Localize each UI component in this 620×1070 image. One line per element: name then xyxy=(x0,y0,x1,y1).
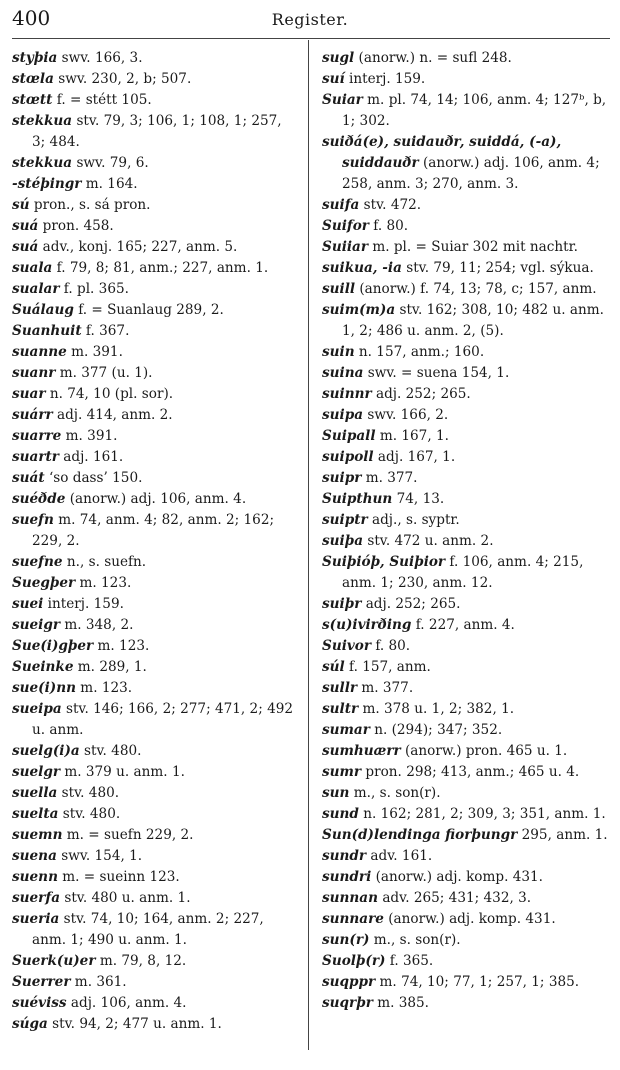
entry-references: swv. 166, 3. xyxy=(57,50,143,66)
index-entry xyxy=(322,825,612,846)
entry-references: adv. 265; 431; 432, 3. xyxy=(378,890,532,906)
entry-headword: suanne xyxy=(12,344,67,360)
entry-references: n. 157, anm.; 160. xyxy=(354,344,485,360)
entry-references: m. pl. 74, 14; 106, anm. 4; 127ᵇ, b, 1; 302. xyxy=(342,92,607,129)
entry-references: (anorw.) adj. 106, anm. 4. xyxy=(65,491,247,507)
entry-references: f. pl. 365. xyxy=(59,281,129,297)
index-entry xyxy=(322,804,612,825)
entry-headword: suerfa xyxy=(12,890,61,906)
running-title: Register. xyxy=(271,10,349,29)
entry-headword: Suálaug xyxy=(12,302,74,318)
entry-references: m. 79, 8, 12. xyxy=(95,953,187,969)
index-entry xyxy=(12,678,298,699)
entry-headword: stekkua xyxy=(12,113,73,129)
index-entry xyxy=(322,510,612,531)
entry-headword: suiþr xyxy=(322,596,362,612)
entry-headword: sundr xyxy=(322,848,367,864)
index-entry xyxy=(12,363,298,384)
entry-headword: suí xyxy=(322,71,345,87)
entry-headword: Suiþióþ, Suiþior xyxy=(322,554,446,570)
index-entry xyxy=(12,447,298,468)
entry-headword: suikua, -ia xyxy=(322,260,402,276)
index-entry xyxy=(322,678,612,699)
entry-headword: sue(i)nn xyxy=(12,680,76,696)
entry-headword: suéviss xyxy=(12,995,67,1011)
entry-headword: Suerrer xyxy=(12,974,71,990)
entry-headword: s(u)ivirðing xyxy=(322,617,412,633)
entry-references: adj. 161. xyxy=(58,449,124,465)
entry-references: stv. 480 u. anm. 1. xyxy=(60,890,191,906)
entry-headword: stœla xyxy=(12,71,54,87)
index-entry xyxy=(12,636,298,657)
entry-headword: suena xyxy=(12,848,57,864)
entry-headword: Suifor xyxy=(322,218,369,234)
index-entry xyxy=(322,657,612,678)
entry-headword: suala xyxy=(12,260,53,276)
entry-references: m. pl. = Suiar 302 mit nachtr. xyxy=(368,239,578,255)
index-entry xyxy=(12,258,298,279)
index-entry xyxy=(322,615,612,636)
entry-headword: suar xyxy=(12,386,46,402)
entry-references: adv., konj. 165; 227, anm. 5. xyxy=(38,239,238,255)
index-entry xyxy=(12,195,298,216)
index-entry xyxy=(12,594,298,615)
index-entry xyxy=(12,216,298,237)
entry-headword: suiþa xyxy=(322,533,364,549)
entry-headword: suei xyxy=(12,596,44,612)
entry-references: f. 80. xyxy=(371,638,411,654)
entry-references: m. 74, 10; 77, 1; 257, 1; 385. xyxy=(375,974,580,990)
entry-headword: suá xyxy=(12,218,39,234)
entry-headword: suefn xyxy=(12,512,54,528)
index-entry xyxy=(12,300,298,321)
entry-references: stv. 162; 308, 10; 482 u. anm. 1, 2; 486 u. anm. 2, (5). xyxy=(342,302,604,339)
entry-references: stv. 480. xyxy=(57,785,120,801)
entry-references: stv. 74, 10; 164, anm. 2; 227, anm. 1; 490 u. anm. 1. xyxy=(32,911,264,948)
entry-headword: suanr xyxy=(12,365,56,381)
index-entry xyxy=(12,993,298,1014)
page-header xyxy=(0,0,620,40)
entry-headword: suipoll xyxy=(322,449,374,465)
index-entry xyxy=(12,1014,298,1035)
entry-references: m. 379 u. anm. 1. xyxy=(60,764,185,780)
entry-headword: sumar xyxy=(322,722,370,738)
index-entry xyxy=(12,573,298,594)
entry-headword: Suerk(u)er xyxy=(12,953,96,969)
index-entry xyxy=(322,300,612,342)
entry-headword: sugl xyxy=(322,50,355,66)
index-entry xyxy=(12,321,298,342)
entry-headword: suemn xyxy=(12,827,63,843)
index-entry xyxy=(322,888,612,909)
entry-references: stv. 79, 3; 106, 1; 108, 1; 257, 3; 484. xyxy=(32,113,282,150)
entry-references: stv. 480. xyxy=(79,743,142,759)
entry-headword: sun(r) xyxy=(322,932,370,948)
entry-headword: sundri xyxy=(322,869,372,885)
index-entry xyxy=(12,405,298,426)
entry-headword: suipr xyxy=(322,470,362,486)
entry-references: (anorw.) n. = sufl 248. xyxy=(354,50,512,66)
entry-references: stv. 480. xyxy=(58,806,121,822)
entry-headword: suill xyxy=(322,281,356,297)
entry-references: m. 167, 1. xyxy=(375,428,449,444)
entry-references: m. 123. xyxy=(75,680,133,696)
entry-headword: sú xyxy=(12,197,30,213)
index-entry xyxy=(12,825,298,846)
entry-references: m. 377. xyxy=(361,470,418,486)
entry-headword: suát xyxy=(12,470,45,486)
entry-headword: suenn xyxy=(12,869,58,885)
entry-references: f. 79, 8; 81, anm.; 227, anm. 1. xyxy=(52,260,269,276)
entry-references: adj., s. syptr. xyxy=(367,512,460,528)
index-entry xyxy=(12,909,298,951)
entry-references: n. (294); 347; 352. xyxy=(369,722,503,738)
index-entry xyxy=(322,909,612,930)
index-entry xyxy=(322,195,612,216)
entry-references: m. 348, 2. xyxy=(60,617,134,633)
right-column xyxy=(322,48,612,1014)
index-entry xyxy=(12,153,298,174)
index-entry xyxy=(322,930,612,951)
entry-headword: Suipall xyxy=(322,428,376,444)
entry-references: m. 378 u. 1, 2; 382, 1. xyxy=(358,701,515,717)
entry-references: n., s. suefn. xyxy=(62,554,147,570)
index-entry xyxy=(322,258,612,279)
index-entry xyxy=(322,741,612,762)
entry-references: m. 74, anm. 4; 82, anm. 2; 162; 229, 2. xyxy=(32,512,275,549)
entry-references: pron. 458. xyxy=(38,218,114,234)
index-entry xyxy=(322,405,612,426)
entry-references: interj. 159. xyxy=(43,596,124,612)
entry-headword: sunnare xyxy=(322,911,384,927)
entry-references: pron. 298; 413, anm.; 465 u. 4. xyxy=(361,764,580,780)
entry-headword: suqrþr xyxy=(322,995,373,1011)
index-entry xyxy=(322,279,612,300)
entry-references: m. 391. xyxy=(61,428,118,444)
entry-references: adj. 252; 265. xyxy=(361,596,461,612)
entry-headword: suina xyxy=(322,365,364,381)
index-entry xyxy=(322,489,612,510)
index-entry xyxy=(322,867,612,888)
index-entry xyxy=(322,783,612,804)
entry-references: swv. 79, 6. xyxy=(72,155,149,171)
index-entry xyxy=(12,69,298,90)
index-entry xyxy=(322,552,612,594)
index-entry xyxy=(12,342,298,363)
entry-headword: sualar xyxy=(12,281,60,297)
index-entry xyxy=(322,846,612,867)
entry-references: pron., s. sá pron. xyxy=(29,197,151,213)
entry-headword: sumr xyxy=(322,764,362,780)
index-entry xyxy=(12,846,298,867)
entry-headword: Suipthun xyxy=(322,491,393,507)
entry-headword: suipa xyxy=(322,407,364,423)
index-entry xyxy=(12,972,298,993)
entry-references: f. 157, anm. xyxy=(344,659,431,675)
index-entry xyxy=(322,384,612,405)
index-entry xyxy=(12,951,298,972)
entry-references: (anorw.) adj. komp. 431. xyxy=(383,911,556,927)
index-entry xyxy=(12,657,298,678)
entry-references: f. 80. xyxy=(368,218,409,234)
index-entry xyxy=(12,237,298,258)
index-entry xyxy=(12,510,298,552)
entry-references: interj. 159. xyxy=(344,71,426,87)
index-entry xyxy=(322,48,612,69)
entry-references: f. 367. xyxy=(81,323,130,339)
entry-headword: suarre xyxy=(12,428,62,444)
index-entry xyxy=(322,699,612,720)
entry-headword: suéðde xyxy=(12,491,66,507)
entry-references: m. 123. xyxy=(93,638,150,654)
entry-references: swv. 154, 1. xyxy=(56,848,143,864)
index-entry xyxy=(12,489,298,510)
entry-references: m. 377 (u. 1). xyxy=(55,365,153,381)
entry-headword: Suolþ(r) xyxy=(322,953,386,969)
left-column xyxy=(12,48,298,1035)
index-entry xyxy=(12,867,298,888)
entry-references: m. 361. xyxy=(70,974,127,990)
entry-headword: suiðá(e), suidauðr, suiddá, (-a), suiddauðr xyxy=(322,134,562,171)
entry-references: 295, anm. 1. xyxy=(517,827,608,843)
entry-headword: stekkua xyxy=(12,155,73,171)
entry-references: stv. 146; 166, 2; 277; 471, 2; 492 u. anm. xyxy=(32,701,294,738)
entry-headword: Suiiar xyxy=(322,239,368,255)
entry-references: ‘so dass’ 150. xyxy=(44,470,143,486)
entry-references: stv. 94, 2; 477 u. anm. 1. xyxy=(47,1016,222,1032)
index-entry xyxy=(322,426,612,447)
entry-references: adj. 252; 265. xyxy=(371,386,471,402)
entry-references: adj. 106, anm. 4. xyxy=(66,995,187,1011)
entry-references: swv. 230, 2, b; 507. xyxy=(53,71,192,87)
entry-references: swv. = suena 154, 1. xyxy=(363,365,510,381)
entry-references: adj. 167, 1. xyxy=(373,449,456,465)
index-entry xyxy=(12,468,298,489)
entry-references: f. 365. xyxy=(385,953,434,969)
entry-headword: sultr xyxy=(322,701,359,717)
index-entry xyxy=(322,720,612,741)
entry-references: f. 227, anm. 4. xyxy=(411,617,515,633)
entry-headword: suelgr xyxy=(12,764,61,780)
index-entry xyxy=(322,993,612,1014)
index-entry xyxy=(322,363,612,384)
column-divider xyxy=(308,40,309,1050)
index-entry xyxy=(12,888,298,909)
entry-headword: Suegþer xyxy=(12,575,76,591)
index-entry xyxy=(322,216,612,237)
entry-headword: súl xyxy=(322,659,345,675)
index-entry xyxy=(12,783,298,804)
index-entry xyxy=(322,447,612,468)
entry-headword: suella xyxy=(12,785,58,801)
entry-headword: suelg(i)a xyxy=(12,743,80,759)
entry-headword: suartr xyxy=(12,449,59,465)
entry-references: f. = Suanlaug 289, 2. xyxy=(73,302,224,318)
entry-headword: sund xyxy=(322,806,359,822)
entry-references: (anorw.) adj. komp. 431. xyxy=(371,869,543,885)
entry-headword: stœtt xyxy=(12,92,53,108)
entry-headword: suim(m)a xyxy=(322,302,396,318)
header-rule xyxy=(12,38,610,39)
index-entry xyxy=(322,951,612,972)
entry-headword: suiptr xyxy=(322,512,368,528)
index-entry xyxy=(322,132,612,195)
index-entry xyxy=(12,741,298,762)
entry-headword: Suivor xyxy=(322,638,371,654)
index-entry xyxy=(322,90,612,132)
entry-headword: -stéþingr xyxy=(12,176,82,192)
entry-headword: Suanhuit xyxy=(12,323,82,339)
page-number: 400 xyxy=(12,6,51,30)
entry-references: adv. 161. xyxy=(366,848,433,864)
entry-headword: súga xyxy=(12,1016,48,1032)
index-entry xyxy=(322,972,612,993)
entry-references: stv. 472. xyxy=(359,197,422,213)
entry-references: stv. 79, 11; 254; vgl. sýkua. xyxy=(401,260,594,276)
entry-headword: suqppr xyxy=(322,974,376,990)
entry-references: m. 123. xyxy=(75,575,132,591)
entry-references: (anorw.) adj. 106, anm. 4; 258, anm. 3; 270, anm. 3. xyxy=(342,155,600,192)
index-entry xyxy=(12,699,298,741)
entry-references: m. 164. xyxy=(81,176,138,192)
index-entry xyxy=(12,426,298,447)
entry-references: m. 391. xyxy=(66,344,123,360)
entry-references: (anorw.) pron. 465 u. 1. xyxy=(400,743,568,759)
index-entry xyxy=(12,279,298,300)
index-entry xyxy=(322,762,612,783)
entry-headword: sullr xyxy=(322,680,358,696)
entry-headword: Sun(d)lendinga fiorþungr xyxy=(322,827,518,843)
index-entry xyxy=(322,636,612,657)
entry-headword: sumhuærr xyxy=(322,743,401,759)
entry-headword: sunnan xyxy=(322,890,378,906)
index-entry xyxy=(12,762,298,783)
entry-references: m., s. son(r). xyxy=(369,932,461,948)
index-entry xyxy=(12,48,298,69)
index-entry xyxy=(12,384,298,405)
entry-headword: sueigr xyxy=(12,617,61,633)
entry-references: m. 385. xyxy=(372,995,429,1011)
entry-references: stv. 472 u. anm. 2. xyxy=(363,533,494,549)
entry-references: m. = sueinn 123. xyxy=(57,869,180,885)
entry-headword: suá xyxy=(12,239,39,255)
index-entry xyxy=(322,594,612,615)
entry-references: swv. 166, 2. xyxy=(363,407,449,423)
entry-references: m. = suefn 229, 2. xyxy=(62,827,194,843)
entry-references: f. 106, anm. 4; 215, anm. 1; 230, anm. 12. xyxy=(342,554,584,591)
index-entry xyxy=(322,531,612,552)
index-entry xyxy=(12,615,298,636)
entry-headword: sueria xyxy=(12,911,60,927)
index-entry xyxy=(12,111,298,153)
entry-headword: Sue(i)gþer xyxy=(12,638,94,654)
index-entry xyxy=(322,468,612,489)
entry-headword: suin xyxy=(322,344,355,360)
index-entry xyxy=(12,552,298,573)
entry-references: f. = stétt 105. xyxy=(52,92,152,108)
entry-headword: suárr xyxy=(12,407,53,423)
index-entry xyxy=(322,237,612,258)
index-entry xyxy=(12,174,298,195)
index-entry xyxy=(12,804,298,825)
entry-headword: styþia xyxy=(12,50,58,66)
entry-references: (anorw.) f. 74, 13; 78, c; 157, anm. xyxy=(355,281,597,297)
entry-headword: suelta xyxy=(12,806,59,822)
entry-references: n. 74, 10 (pl. sor). xyxy=(45,386,174,402)
index-entry xyxy=(322,69,612,90)
entry-references: n. 162; 281, 2; 309, 3; 351, anm. 1. xyxy=(358,806,606,822)
entry-headword: Sueinke xyxy=(12,659,74,675)
entry-references: m., s. son(r). xyxy=(349,785,441,801)
index-entry xyxy=(12,90,298,111)
entry-headword: sun xyxy=(322,785,350,801)
entry-headword: suefne xyxy=(12,554,63,570)
entry-headword: Suiar xyxy=(322,92,363,108)
entry-references: m. 289, 1. xyxy=(73,659,147,675)
entry-headword: sueipa xyxy=(12,701,62,717)
index-entry xyxy=(322,342,612,363)
entry-headword: suifa xyxy=(322,197,360,213)
entry-headword: suinnr xyxy=(322,386,372,402)
entry-references: adj. 414, anm. 2. xyxy=(52,407,173,423)
entry-references: m. 377. xyxy=(357,680,414,696)
entry-references: 74, 13. xyxy=(392,491,445,507)
